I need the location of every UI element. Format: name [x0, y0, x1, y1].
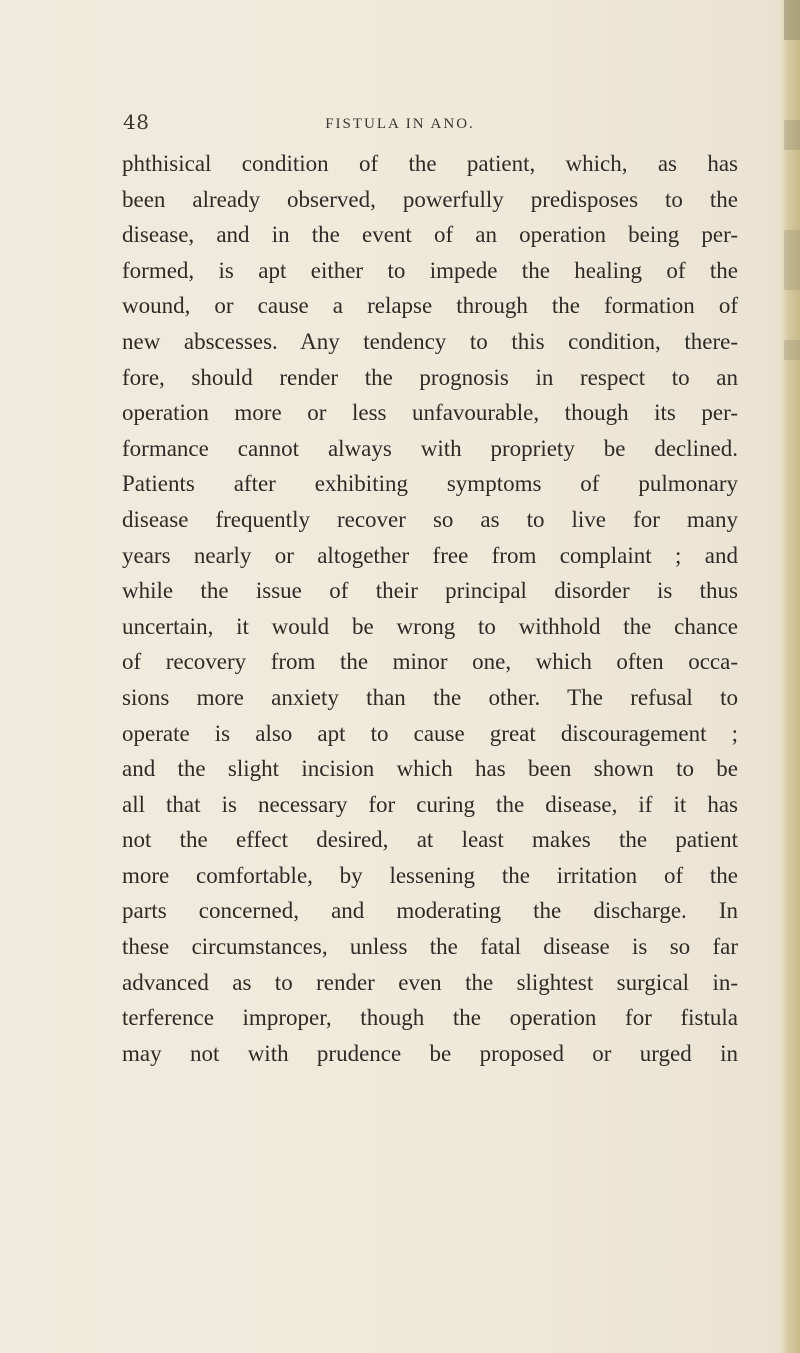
text-line: new abscesses. Any tendency to this condition, there-: [122, 328, 738, 354]
text-line: of recovery from the minor one, which often occa-: [122, 649, 738, 675]
text-line: disease frequently recover so as to live for many: [122, 506, 738, 532]
text-line: been already observed, powerfully predisposes to the: [122, 186, 738, 212]
text-line: more comfortable, by lessening the irritation of the: [122, 862, 738, 888]
text-line: these circumstances, unless the fatal disease is so far: [122, 934, 738, 960]
text-line: parts concerned, and moderating the discharge. In: [122, 898, 738, 924]
text-line: disease, and in the event of an operation being per-: [122, 222, 738, 248]
text-line: operate is also apt to cause great discouragement ;: [122, 720, 738, 746]
text-line: while the issue of their principal disorder is thus: [122, 578, 738, 604]
page-edge-mark: [784, 230, 800, 290]
text-line: may not with prudence be proposed or urged in: [122, 1040, 738, 1066]
text-line: uncertain, it would be wrong to withhold the chance: [122, 613, 738, 639]
text-line: phthisical condition of the patient, which, as has: [122, 151, 738, 176]
running-title: FISTULA IN ANO.: [325, 116, 475, 132]
text-line: terference improper, though the operation for fistula: [122, 1005, 738, 1031]
page-edge-shadow: [772, 0, 800, 1353]
page-edge-mark: [784, 340, 800, 360]
page-number: 48: [123, 110, 150, 134]
text-line: operation more or less unfavourable, though its per-: [122, 400, 738, 426]
text-line: formed, is apt either to impede the healing of the: [122, 257, 738, 283]
text-line: years nearly or altogether free from complaint ; and: [122, 542, 738, 568]
page-edge-mark: [784, 0, 800, 40]
text-line: fore, should render the prognosis in respect to an: [122, 364, 738, 390]
text-line: advanced as to render even the slightest surgical in-: [122, 969, 738, 995]
text-line: all that is necessary for curing the disease, if it has: [122, 791, 738, 817]
text-line: and the slight incision which has been shown to be: [122, 756, 738, 782]
text-line: wound, or cause a relapse through the formation of: [122, 293, 738, 319]
body-text: [122, 146, 738, 1071]
text-line: Patients after exhibiting symptoms of pulmonary: [122, 471, 738, 497]
text-line: not the effect desired, at least makes the patient: [122, 827, 738, 853]
text-line: formance cannot always with propriety be declined.: [122, 435, 738, 461]
text-line: sions more anxiety than the other. The refusal to: [122, 684, 738, 710]
